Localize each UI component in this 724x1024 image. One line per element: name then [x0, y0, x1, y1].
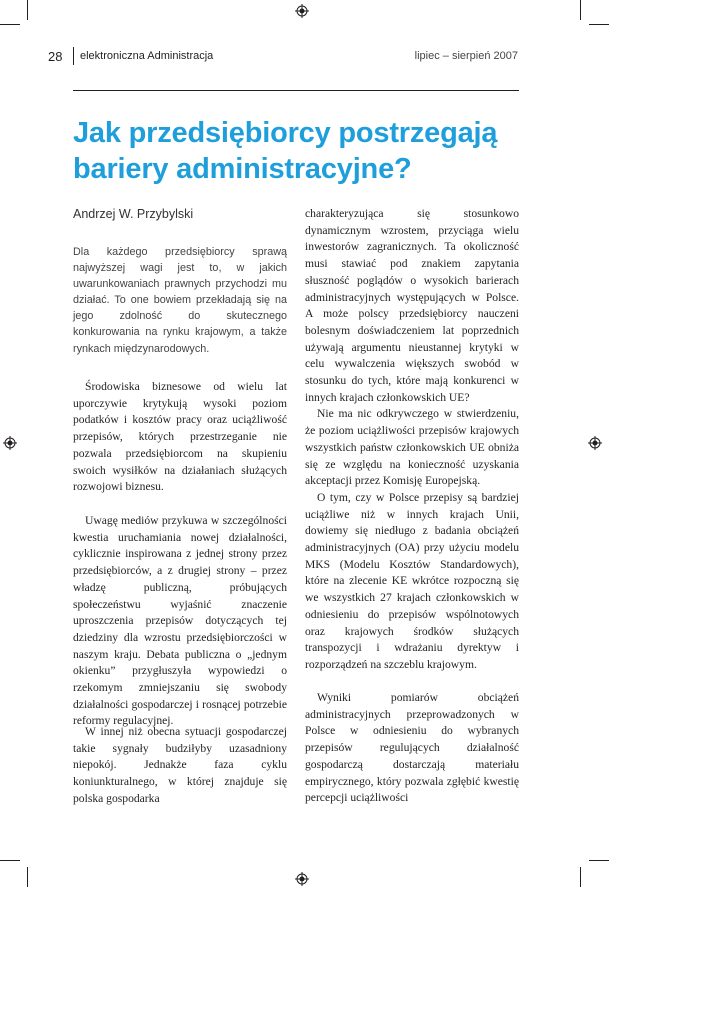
right-column	[305, 206, 519, 674]
crop-mark	[589, 24, 609, 25]
crop-mark	[0, 24, 20, 25]
paragraph: Nie ma nic odkrywczego w stwierdzeniu, że poziom uciążliwości przepisów krajowych wszystkich państw członkowskich UE obniża się ze względu na konieczność uzyskania akceptacji przez Komisję Europejską.	[305, 407, 519, 488]
header-rule	[73, 90, 519, 91]
right-column	[305, 690, 519, 807]
registration-mark-icon	[295, 872, 309, 886]
crop-mark	[0, 860, 20, 861]
paragraph: Wyniki pomiarów obciążeń administracyjnych przeprowadzonych w Polsce w odniesieniu do wybranych przepisów regulujących działalność gospodarczą dostarczają materiału empirycznego, który pozwala zgłębić kwestię percepcji uciążliwości	[305, 691, 519, 805]
registration-mark-icon	[588, 436, 602, 450]
crop-mark	[27, 0, 28, 20]
paragraph: W innej niż obecna sytuacji gospodarczej takie sygnały budziłyby uzasadniony niepokój. Jednakże faza cyklu koniunkturalnego, w której znajduje się polska gospodarka	[73, 725, 287, 805]
article-lead: Dla każdego przedsiębiorcy sprawą najwyższej wagi jest to, w jakich uwarunkowaniach prawnych przychodzi mu działać. To one bowiem przekładają się na jego zdolność do skutecznego konkurowania na rynku krajowym, a także rynkach międzynarodowych.	[73, 246, 287, 355]
left-column	[73, 513, 287, 730]
crop-mark	[580, 0, 581, 20]
paragraph: Środowiska biznesowe od wielu lat uporczywie krytykują wysoki poziom podatków i kosztów pracy oraz uciążliwość przepisów, których przestrzeganie nie pozwala przedsiębiorcom na skupieniu swoich wysiłków na działaniach służących rozwojowi biznesu.	[73, 380, 287, 494]
paragraph: Uwagę mediów przykuwa w szczególności kwestia uruchamiania nowej działalności, cyklicznie inspirowana z jednej strony przez przedsiębiorców, a z drugiej strony – przez władzę publiczną, próbujących społeczeństwu wyjaśnić znaczenie uproszczenia przepisów dotyczących tej dziedziny dla wzrostu przedsiębiorczości w naszym kraju. Debata publiczna o „jednym okienku” przygłuszyła wypowiedzi o rzekomym zmniejszaniu się swobody działalności gospodarczej i rosnącej potrzebie reformy regulacyjnej.	[73, 514, 287, 728]
registration-mark-icon	[295, 4, 309, 18]
crop-mark	[580, 867, 581, 887]
article-title: Jak przedsiębiorcy postrzegają bariery administracyjne?	[73, 117, 498, 185]
registration-mark-icon	[3, 436, 17, 450]
paragraph: O tym, czy w Polsce przepisy są bardziej uciążliwe niż w innych krajach Unii, dowiemy się niedługo z badania obciążeń administracyjnych (OA) przy użyciu modelu MKS (Modelu Kosztów Standardowych), które na zlecenie KE wkrótce rozpoczną się we wszystkich 27 krajach członkowskich w odniesieniu do przepisów wspólnotowych oraz krajowych środków służących transpozycji i wdrażaniu dyrektyw i rozporządzeń na szczeblu krajowym.	[305, 490, 519, 671]
issue-date: lipiec – sierpień 2007	[414, 50, 518, 62]
crop-mark	[589, 860, 609, 861]
article-author: Andrzej W. Przybylski	[73, 207, 194, 221]
left-column	[73, 724, 287, 808]
magazine-name: elektroniczna Administracja	[80, 50, 214, 62]
paragraph: charakteryzująca się stosunkowo dynamicznym wzrostem, przyciąga wielu inwestorów zagranicznych. Ta okoliczność musi stawiać pod znakiem zapytania słuszność poglądów o wysokich barierach administracyjnych występujących w Polsce. A może polscy przedsiębiorcy nauczeni bolesnym doświadczeniem lat poprzednich używają argumentu nieustannej krytyki w celu wywalczenia większych swobód w stosunku do tych, które mają konkurenci w innych krajach członkowskich UE?	[305, 207, 519, 404]
page-number: 28	[48, 49, 63, 64]
header-divider	[73, 47, 74, 65]
left-column	[73, 379, 287, 496]
crop-mark	[27, 867, 28, 887]
